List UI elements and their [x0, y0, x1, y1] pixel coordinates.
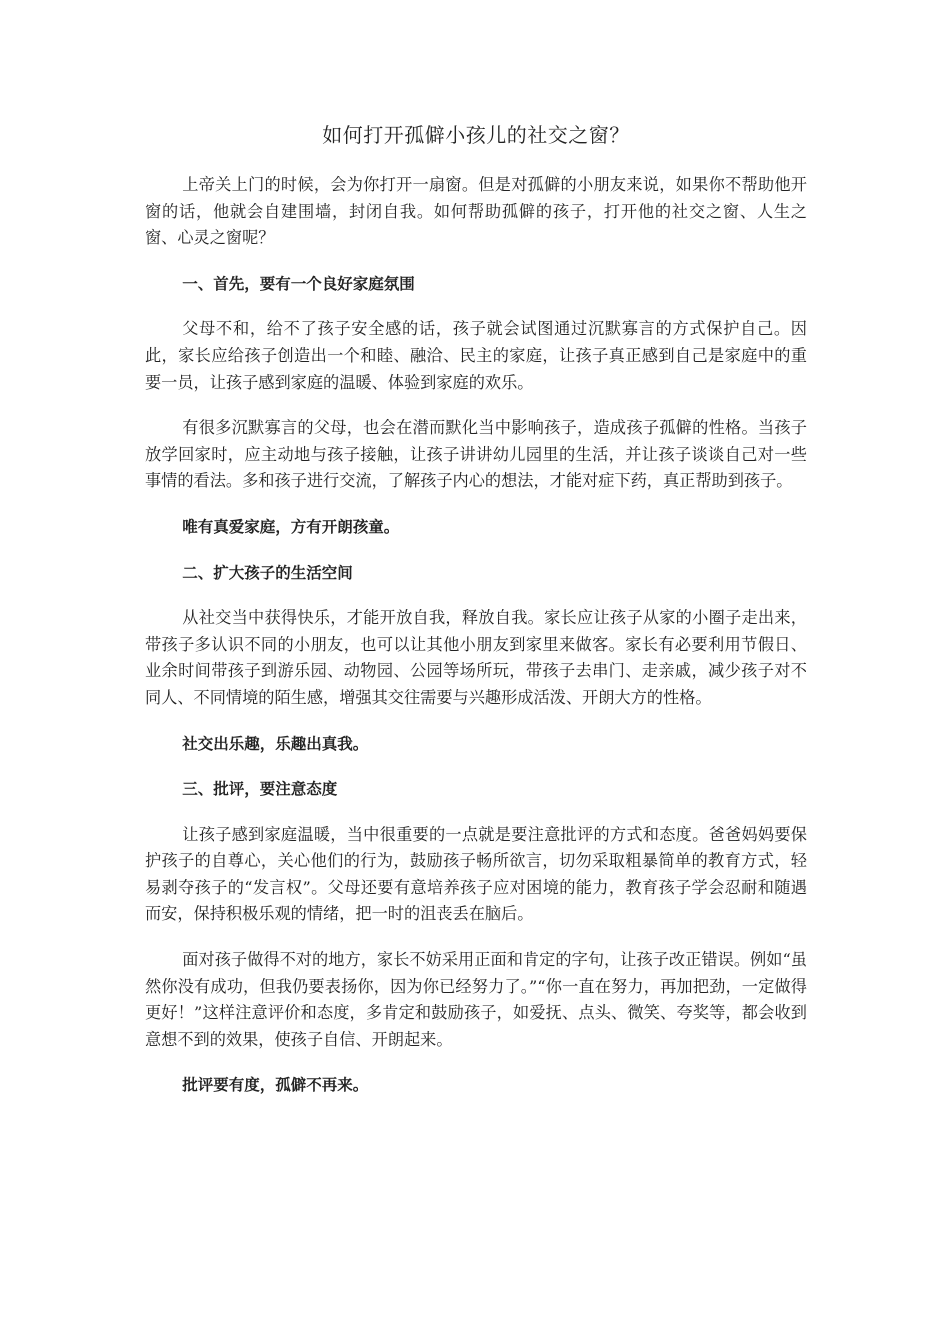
document-page	[145, 118, 807, 1118]
paragraph: 父母不和，给不了孩子安全感的话，孩子就会试图通过沉默寡言的方式保护自己。因此，家长应给孩子创造出一个和睦、融洽、民主的家庭，让孩子真正感到自己是家庭中的重要一员，让孩子感到家庭的温暖、体验到家庭的欢乐。	[145, 319, 807, 392]
section-summary: 社交出乐趣，乐趣出真我。	[182, 734, 369, 753]
section-summary: 唯有真爱家庭，方有开朗孩童。	[182, 517, 400, 536]
paragraph: 让孩子感到家庭温暖，当中很重要的一点就是要注意批评的方式和态度。爸爸妈妈要保护孩子的自尊心，关心他们的行为，鼓励孩子畅所欲言，切勿采取粗暴简单的教育方式，轻易剥夺孩子的“发言权”。父母还要有意培养孩子应对困境的能力，教育孩子学会忍耐和随遇而安，保持积极乐观的情绪，把一时的沮丧丢在脑后。	[145, 824, 807, 924]
paragraph: 从社交当中获得快乐，才能开放自我，释放自我。家长应让孩子从家的小圈子走出来，带孩子多认识不同的小朋友，也可以让其他小朋友到家里来做客。家长有必要利用节假日、业余时间带孩子到游乐园、动物园、公园等场所玩，带孩子去串门、走亲戚，减少孩子对不同人、不同情境的陌生感，增强其交往需要与兴趣形成活泼、开朗大方的性格。	[145, 608, 807, 707]
paragraph-intro: 上帝关上门的时候，会为你打开一扇窗。但是对孤僻的小朋友来说，如果你不帮助他开窗的话，他就会自建围墙，封闭自我。如何帮助孤僻的孩子，打开他的社交之窗、人生之窗、心灵之窗呢？	[145, 175, 807, 248]
paragraph: 有很多沉默寡言的父母，也会在潜而默化当中影响孩子，造成孩子孤僻的性格。当孩子放学回家时，应主动地与孩子接触，让孩子讲讲幼儿园里的生活，并让孩子谈谈自己对一些事情的看法。多和孩子进行交流，了解孩子内心的想法，才能对症下药，真正帮助到孩子。	[145, 418, 807, 491]
paragraph: 面对孩子做得不对的地方，家长不妨采用正面和肯定的字句，让孩子改正错误。例如“虽然你没有成功，但我仍要表扬你，因为你已经努力了。”“你一直在努力，再加把劲，一定做得更好！”这样注意评价和态度，多肯定和鼓励孩子，如爱抚、点头、微笑、夸奖等，都会收到意想不到的效果，使孩子自信、开朗起来。	[145, 950, 807, 1049]
section-heading-3: 三、批评，要注意态度	[182, 780, 338, 799]
section-summary: 批评要有度，孤僻不再来。	[182, 1076, 369, 1095]
section-heading-2: 二、扩大孩子的生活空间	[182, 563, 353, 582]
document-title: 如何打开孤僻小孩儿的社交之窗？	[322, 123, 630, 147]
section-heading-1: 一、首先，要有一个良好家庭氛围	[182, 274, 415, 293]
